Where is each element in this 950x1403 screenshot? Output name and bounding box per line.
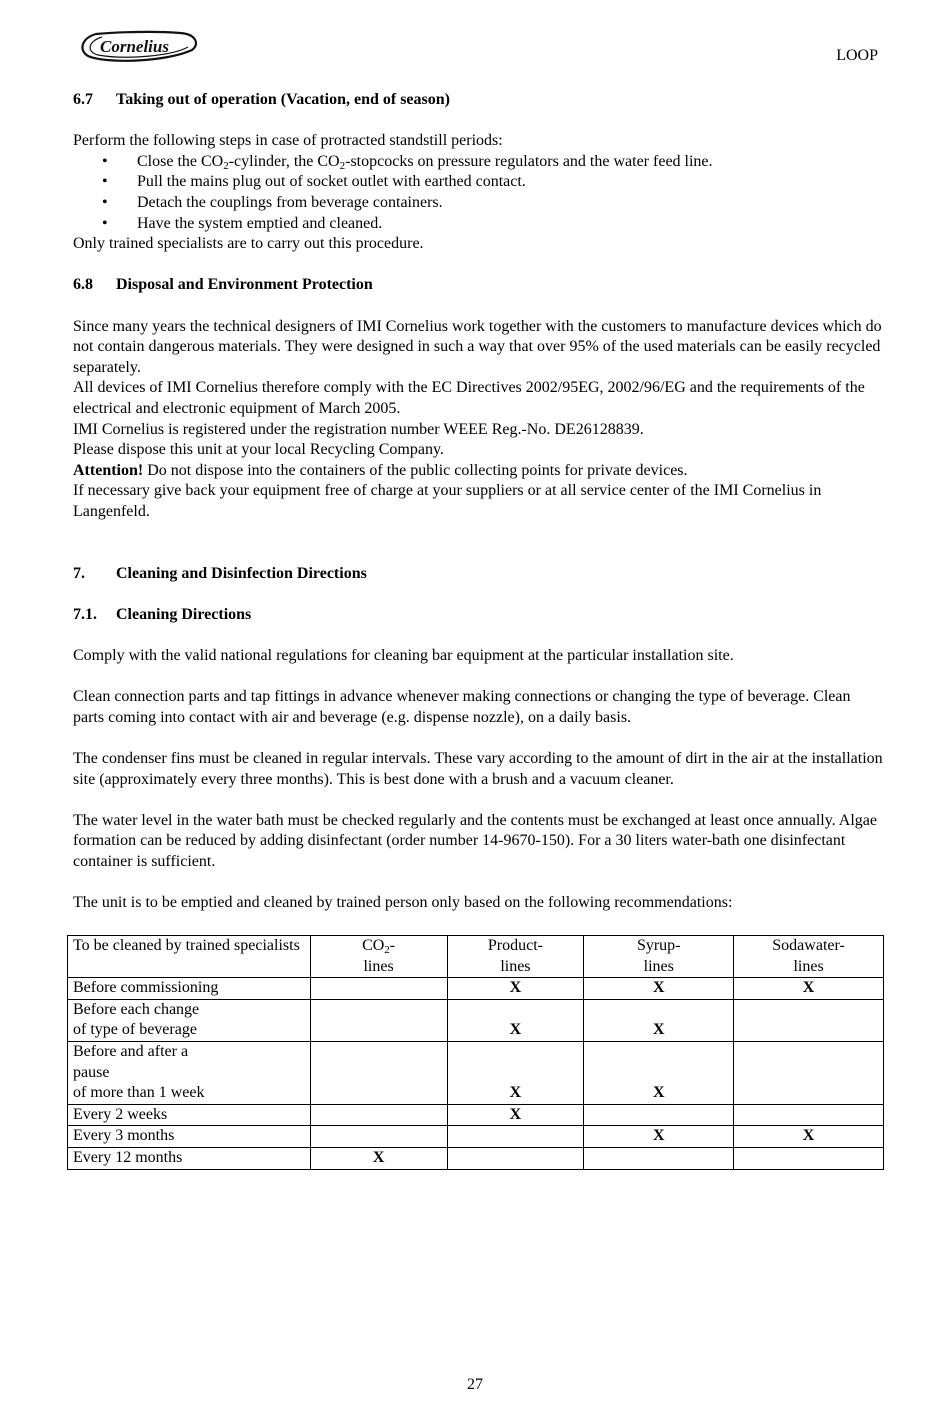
header-cell-co2: $CO_2-$ lines — [310, 936, 447, 978]
cleaning-paragraph: The condenser fins must be cleaned in regular intervals. These vary according to the amount of dirt in the air at the installation site (approximately every three months). This is best done with a brush and a vacuum cleaner. — [73, 750, 883, 788]
table-row — [68, 1104, 884, 1126]
list-item: • Have the system emptied and cleaned. — [73, 214, 883, 235]
cell-product: X — [447, 999, 584, 1041]
section-7-heading: 7. Cleaning and Disinfection Directions — [73, 564, 367, 582]
cell-syrup — [584, 1104, 734, 1126]
row-label-cell: Before each change of type of beverage — [68, 999, 311, 1041]
table-row — [68, 999, 884, 1041]
list-item: • Pull the mains plug out of socket outlet with earthed contact. — [73, 172, 883, 193]
cell-syrup: X — [584, 1041, 734, 1104]
cell-product: X — [447, 1041, 584, 1104]
cell-product — [447, 1147, 584, 1169]
cell-soda — [734, 1041, 884, 1104]
cell-soda — [734, 999, 884, 1041]
page-content — [73, 90, 883, 914]
cell-product: X — [447, 1104, 584, 1126]
row-label-cell: Before and after a pause of more than 1 week — [68, 1041, 311, 1104]
cleaning-paragraph: Comply with the valid national regulations for cleaning bar equipment at the particular installation site. — [73, 647, 734, 665]
row-label-cell: Every 12 months — [68, 1147, 311, 1169]
cell-co2 — [310, 999, 447, 1041]
cell-syrup: X — [584, 1126, 734, 1148]
cell-soda — [734, 1104, 884, 1126]
disposal-paragraph: Since many years the technical designers of IMI Cornelius work together with the customers to manufacture devices which do not contain dangerous materials. They were designed in such a way that over 95% of the used materials can be easily recycled separately. — [73, 317, 882, 376]
row-label-cell: Before commissioning — [68, 978, 311, 1000]
table-row — [68, 1126, 884, 1148]
cleaning-paragraph: The water level in the water bath must be checked regularly and the contents must be exchanged at least once annually. Algae formation can be reduced by adding disinfectant (order number 14-9670-150). For a 30 liters water-bath one disinfectant container is sufficient. — [73, 811, 877, 870]
cell-syrup — [584, 1147, 734, 1169]
list-item: • Close the $CO_2$-cylinder, the $CO_2$-stopcocks on pressure regulators and the water feed line. — [73, 152, 883, 173]
cell-soda — [734, 1147, 884, 1169]
section-6-7-intro: Perform the following steps in case of protracted standstill periods: — [73, 132, 503, 150]
cell-syrup: X — [584, 999, 734, 1041]
page-number: 27 — [467, 1376, 483, 1393]
section-7-1-heading: 7.1. Cleaning Directions — [73, 605, 252, 623]
cell-syrup: X — [584, 978, 734, 1000]
row-label-cell: Every 3 months — [68, 1126, 311, 1148]
section-6-7-heading: 6.7 Taking out of operation (Vacation, end of season) — [73, 91, 450, 108]
cleaning-paragraph: Clean connection parts and tap fittings in advance whenever making connections or changing the type of beverage. Clean parts coming into contact with air and beverage (e.g. dispense nozzle), on a daily basis. — [73, 688, 851, 726]
cell-co2 — [310, 978, 447, 1000]
header-cell-sodawater: Sodawater- lines — [734, 936, 884, 978]
table-row — [68, 978, 884, 1000]
cell-co2 — [310, 1126, 447, 1148]
header-cell-product: Product- lines — [447, 936, 584, 978]
cleaning-paragraph: The unit is to be emptied and cleaned by trained person only based on the following recommendations: — [73, 894, 733, 912]
logo-wordmark: Cornelius — [100, 37, 169, 56]
table-row — [68, 1041, 884, 1104]
standstill-steps-list — [73, 152, 883, 234]
document-id: LOOP — [836, 47, 878, 64]
cell-product: X — [447, 978, 584, 1000]
disposal-paragraph: If necessary give back your equipment free of charge at your suppliers or at all service center of the IMI Cornelius in Langenfeld. — [73, 482, 822, 520]
cell-co2 — [310, 1104, 447, 1126]
table-row — [68, 1147, 884, 1169]
cell-soda: X — [734, 978, 884, 1000]
cell-product — [447, 1126, 584, 1148]
cell-soda: X — [734, 1126, 884, 1148]
table-header-row — [68, 936, 884, 978]
header-cell: To be cleaned by trained specialists — [68, 936, 311, 978]
cell-co2: X — [310, 1147, 447, 1169]
disposal-paragraph: All devices of IMI Cornelius therefore comply with the EC Directives 2002/95EG, 2002/96/EG and the requirements of the electrical and electronic equipment of March 2005. — [73, 379, 865, 417]
disposal-paragraph: Please dispose this unit at your local Recycling Company. — [73, 441, 444, 459]
row-label-cell: Every 2 weeks — [68, 1104, 311, 1126]
attention-note: Attention! Do not dispose into the containers of the public collecting points for private devices. — [73, 461, 688, 479]
cell-co2 — [310, 1041, 447, 1104]
section-6-8-heading: 6.8 Disposal and Environment Protection — [73, 276, 373, 294]
disposal-paragraph: IMI Cornelius is registered under the registration number WEEE Reg.-No. DE26128839. — [73, 420, 644, 438]
cleaning-schedule-table — [67, 935, 884, 1170]
list-item: • Detach the couplings from beverage containers. — [73, 193, 883, 214]
cornelius-logo — [76, 28, 200, 64]
header-cell-syrup: Syrup- lines — [584, 936, 734, 978]
section-6-7-outro: Only trained specialists are to carry out this procedure. — [73, 235, 424, 253]
